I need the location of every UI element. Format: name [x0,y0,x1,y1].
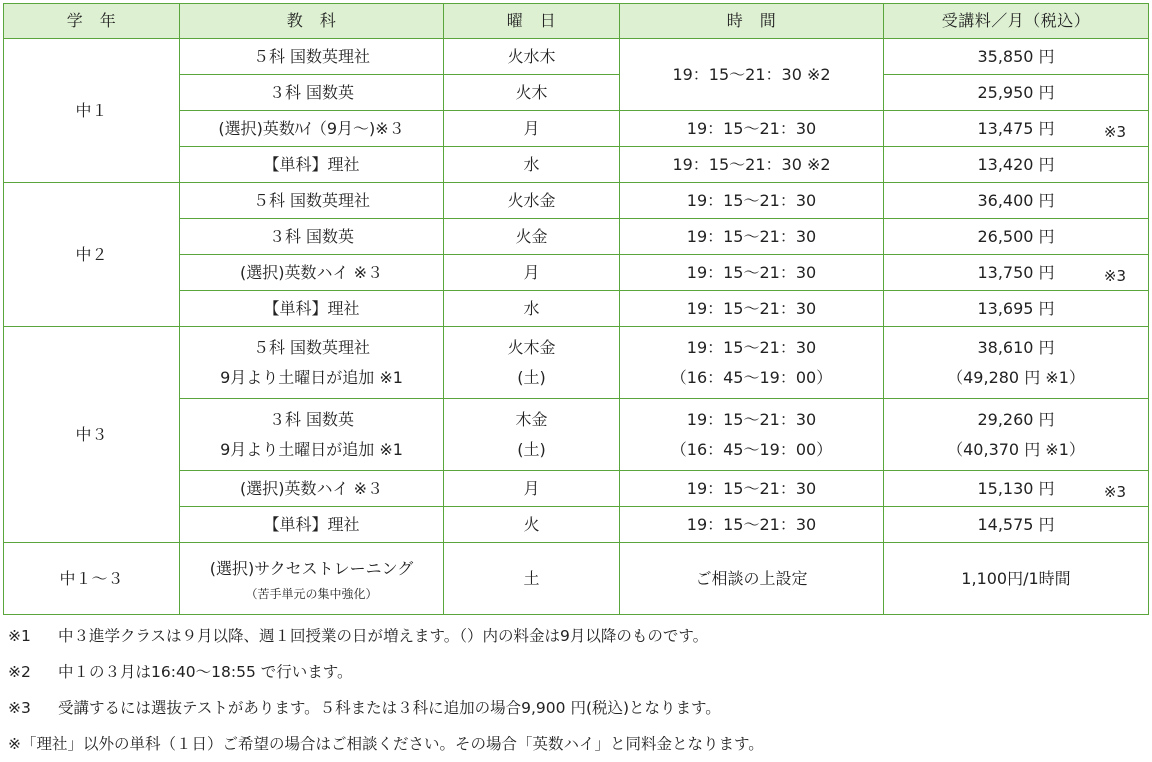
time-cell: 19：15～21：30 ※2 [620,147,884,183]
grade-cell: 中１～３ [4,543,180,615]
subject-sub-line: 9月より土曜日が追加 ※1 [220,367,403,387]
footnote-1 [8,618,764,654]
footnote-3 [8,690,764,726]
grade-cell: 中２ [4,183,180,327]
subject-cell: (選択)英数ハイ ※３ [180,255,444,291]
subject-cell: ３科 国数英 [180,75,444,111]
time-cell [620,399,884,471]
time-cell: ご相談の上設定 [620,543,884,615]
day-cell: 月 [444,471,620,507]
fee-value: 29,260 円 [977,409,1055,429]
header-row [4,4,1149,39]
time-cell [620,327,884,399]
fee-table [3,3,1149,615]
fee-value: 38,610 円 [977,337,1055,357]
time-sub-line: （16：45～19：00） [670,367,833,387]
time-cell: 19：15～21：30 [620,291,884,327]
time-cell: 19：15～21：30 [620,507,884,543]
fee-cell [884,147,1149,183]
subject-cell [180,327,444,399]
day-cell: 火金 [444,219,620,255]
day-cell: 火木 [444,75,620,111]
footnote-mark: ※2 [8,663,31,681]
footnote-mark: ※1 [8,627,31,645]
day-line: 木金 [515,409,548,429]
subject-cell [180,543,444,615]
fee-note: ※3 [1103,266,1126,285]
subject-line: ３科 国数英 [268,409,355,429]
fee-value: 13,420 円 [977,154,1055,174]
day-cell [444,327,620,399]
fee-sub-value: （40,370 円 ※1） [947,439,1085,459]
header-grade: 学 年 [4,4,180,39]
header-fee: 受講料／月（税込） [884,4,1149,39]
fee-cell [884,327,1149,399]
fee-value: 25,950 円 [977,82,1055,102]
fee-cell [884,111,1149,147]
fee-note: ※3 [1103,122,1126,141]
fee-value: 26,500 円 [977,226,1055,246]
table-row [4,183,1149,219]
fee-cell [884,219,1149,255]
fee-value: 13,750 円 [977,262,1055,282]
subject-sub-line: 9月より土曜日が追加 ※1 [220,439,403,459]
footnotes [8,618,764,762]
subject-cell: (選択)英数ﾊｲ（9月～)※３ [180,111,444,147]
footnote-text: 中１の３月は16:40～18:55 で行います。 [58,663,353,681]
header-time: 時 間 [620,4,884,39]
day-cell: 水 [444,291,620,327]
fee-cell [884,471,1149,507]
footnote-text: ※「理社」以外の単科（１日）ご希望の場合はご相談ください。その場合「英数ハイ」と同料金となります。 [8,735,764,753]
time-cell: 19：15～21：30 [620,183,884,219]
table-row [4,543,1149,615]
day-cell: 火水木 [444,39,620,75]
time-sub-line: （16：45～19：00） [670,439,833,459]
subject-cell: (選択)英数ハイ ※３ [180,471,444,507]
subject-line: ５科 国数英理社 [252,337,371,357]
day-line: 火木金 [507,337,556,357]
footnote-mark: ※3 [8,699,31,717]
footnote-2 [8,654,764,690]
header-subject: 教 科 [180,4,444,39]
subject-sub-line: （苦手単元の集中強化） [245,586,378,601]
day-cell: 土 [444,543,620,615]
fee-cell [884,39,1149,75]
fee-value: 15,130 円 [977,478,1055,498]
day-cell: 火水金 [444,183,620,219]
grade-cell: 中３ [4,327,180,543]
fee-cell [884,291,1149,327]
subject-line: (選択)サクセストレーニング [209,558,414,578]
fee-value: 35,850 円 [977,46,1055,66]
subject-cell: ３科 国数英 [180,219,444,255]
footnote-text: 受講するには選抜テストがあります。５科または３科に追加の場合9,900 円(税込)となります。 [58,699,721,717]
fee-cell [884,399,1149,471]
fee-note: ※3 [1103,482,1126,501]
day-cell: 月 [444,111,620,147]
footnote-text: 中３進学クラスは９月以降、週１回授業の日が増えます。（）内の料金は9月以降のものです。 [58,627,709,645]
day-cell: 月 [444,255,620,291]
time-cell: 19：15～21：30 [620,255,884,291]
fee-value: 14,575 円 [977,514,1055,534]
fee-value: 13,695 円 [977,298,1055,318]
header-day: 曜 日 [444,4,620,39]
footnote-4 [8,726,764,762]
subject-cell: 【単科】理社 [180,507,444,543]
subject-cell: ５科 国数英理社 [180,183,444,219]
fee-value: 13,475 円 [977,118,1055,138]
day-sub-line: (土) [517,439,546,459]
time-cell: 19：15～21：30 ※2 [620,39,884,111]
fee-cell [884,183,1149,219]
time-cell: 19：15～21：30 [620,471,884,507]
fee-cell [884,75,1149,111]
table-row [4,327,1149,399]
time-line: 19：15～21：30 [686,409,817,429]
day-sub-line: (土) [517,367,546,387]
table-row [4,39,1149,75]
fee-sub-value: （49,280 円 ※1） [947,367,1085,387]
day-cell: 火 [444,507,620,543]
fee-cell [884,255,1149,291]
fee-value: 36,400 円 [977,190,1055,210]
fee-cell: 1,100円/1時間 [884,543,1149,615]
time-cell: 19：15～21：30 [620,111,884,147]
day-cell: 水 [444,147,620,183]
fee-cell [884,507,1149,543]
grade-cell: 中１ [4,39,180,183]
subject-cell: ５科 国数英理社 [180,39,444,75]
time-line: 19：15～21：30 [686,337,817,357]
time-cell: 19：15～21：30 [620,219,884,255]
subject-cell: 【単科】理社 [180,147,444,183]
day-cell [444,399,620,471]
subject-cell [180,399,444,471]
subject-cell: 【単科】理社 [180,291,444,327]
